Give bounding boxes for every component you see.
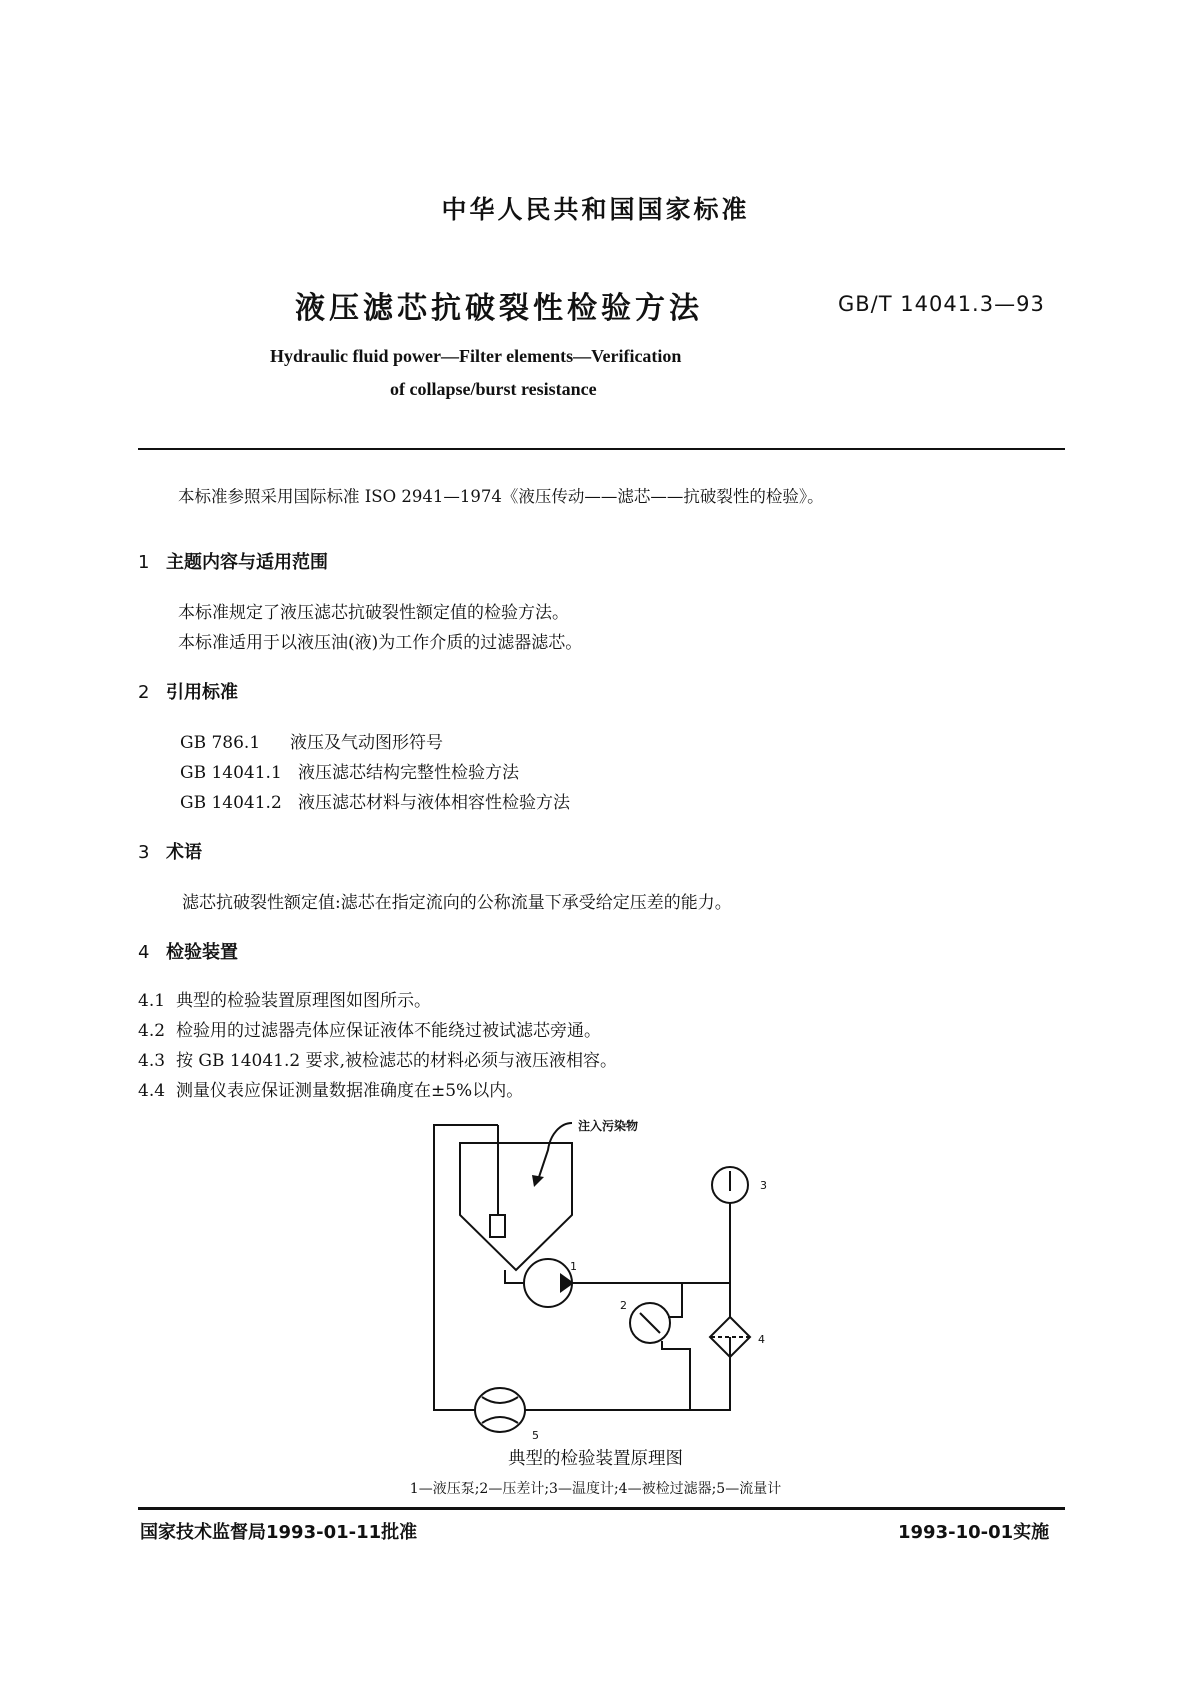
- label-filter: 4: [758, 1333, 765, 1346]
- flowmeter-arc-bottom: [482, 1417, 518, 1423]
- section-title: 引用标准: [166, 682, 238, 703]
- clause-text: 典型的检验装置原理图如图所示。: [176, 991, 431, 1011]
- implementation-date: 1993-10-01实施: [898, 1522, 1050, 1543]
- discharge-line: [572, 1283, 730, 1317]
- standard-title-en-line1: Hydraulic fluid power—Filter elements—Verification: [270, 346, 682, 366]
- section-number: 3: [138, 842, 150, 863]
- term-definition: 滤芯抗破裂性额定值:滤芯在指定流向的公称流量下承受给定压差的能力。: [182, 893, 732, 913]
- section-1-line-1: 本标准规定了液压滤芯抗破裂性额定值的检验方法。: [178, 603, 569, 623]
- reference-code: GB 786.1: [180, 733, 261, 753]
- section-title: 检验装置: [166, 942, 238, 963]
- label-pump: 1: [570, 1260, 577, 1273]
- reservoir: [460, 1143, 572, 1270]
- clause-number: 4.4: [138, 1081, 166, 1101]
- clause-text: 按 GB 14041.2 要求,被检滤芯的材料必须与液压液相容。: [176, 1051, 617, 1071]
- inject-pointer: [538, 1123, 572, 1180]
- label-flowmeter: 5: [532, 1429, 539, 1442]
- section-3-heading: [138, 838, 202, 864]
- section-1-heading: [138, 548, 328, 574]
- label-gauge: 2: [620, 1299, 627, 1312]
- reference-code: GB 14041.2: [180, 793, 282, 813]
- section-title: 术语: [166, 842, 202, 863]
- reference-title: 液压滤芯材料与液体相容性检验方法: [298, 793, 570, 813]
- section-number: 2: [138, 682, 150, 703]
- clause-text: 测量仪表应保证测量数据准确度在±5%以内。: [176, 1081, 524, 1101]
- standard-title-cn: 液压滤芯抗破裂性检验方法: [295, 291, 703, 326]
- reference-title: 液压滤芯结构完整性检验方法: [298, 763, 519, 783]
- gauge-downstream-line: [662, 1341, 690, 1410]
- section-number: 1: [138, 552, 150, 573]
- header-divider: [138, 448, 1065, 450]
- reference-item: [180, 728, 443, 753]
- contaminant-injector: [490, 1215, 505, 1237]
- flowmeter-symbol: [475, 1388, 525, 1432]
- return-line: [434, 1125, 498, 1410]
- section-title: 主题内容与适用范围: [166, 552, 328, 573]
- inject-label: 注入污染物: [578, 1119, 639, 1133]
- gauge-upstream-line: [668, 1283, 682, 1317]
- section-2-heading: [138, 678, 238, 704]
- standard-code: GB/T 14041.3—93: [838, 292, 1045, 316]
- reference-title: 液压及气动图形符号: [290, 733, 443, 753]
- clause-number: 4.1: [138, 991, 166, 1011]
- clause-text: 检验用的过滤器壳体应保证液体不能绕过被试滤芯旁通。: [176, 1021, 601, 1041]
- suction-line: [505, 1270, 523, 1283]
- national-standard-title: 中华人民共和国国家标准: [441, 195, 750, 224]
- gauge-needle: [640, 1313, 660, 1333]
- label-thermometer: 3: [760, 1179, 767, 1192]
- section-1-line-2: 本标准适用于以液压油(液)为工作介质的过滤器滤芯。: [178, 633, 583, 653]
- section-4-heading: [138, 938, 238, 964]
- clause: [138, 1016, 601, 1041]
- figure-legend: 1—液压泵;2—压差计;3—温度计;4—被检过滤器;5—流量计: [409, 1481, 782, 1497]
- inject-arrowhead: [532, 1175, 544, 1187]
- flowmeter-arc-top: [482, 1397, 518, 1403]
- test-rig-schematic: [420, 1105, 820, 1445]
- section-number: 4: [138, 942, 150, 963]
- clause-number: 4.3: [138, 1051, 166, 1071]
- clause: [138, 1046, 617, 1071]
- clause: [138, 986, 431, 1011]
- reference-item: [180, 788, 570, 813]
- outlet-line: [525, 1337, 730, 1410]
- figure-caption: 典型的检验装置原理图: [508, 1449, 683, 1469]
- footer-divider: [138, 1507, 1065, 1510]
- reference-item: [180, 758, 519, 783]
- clause: [138, 1076, 523, 1101]
- reference-code: GB 14041.1: [180, 763, 282, 783]
- approval-note: 国家技术监督局1993-01-11批准: [140, 1522, 418, 1543]
- intro-paragraph: 本标准参照采用国际标准 ISO 2941—1974《液压传动——滤芯——抗破裂性的检验》。: [178, 487, 824, 506]
- standard-title-en-line2: of collapse/burst resistance: [390, 379, 597, 399]
- clause-number: 4.2: [138, 1021, 166, 1041]
